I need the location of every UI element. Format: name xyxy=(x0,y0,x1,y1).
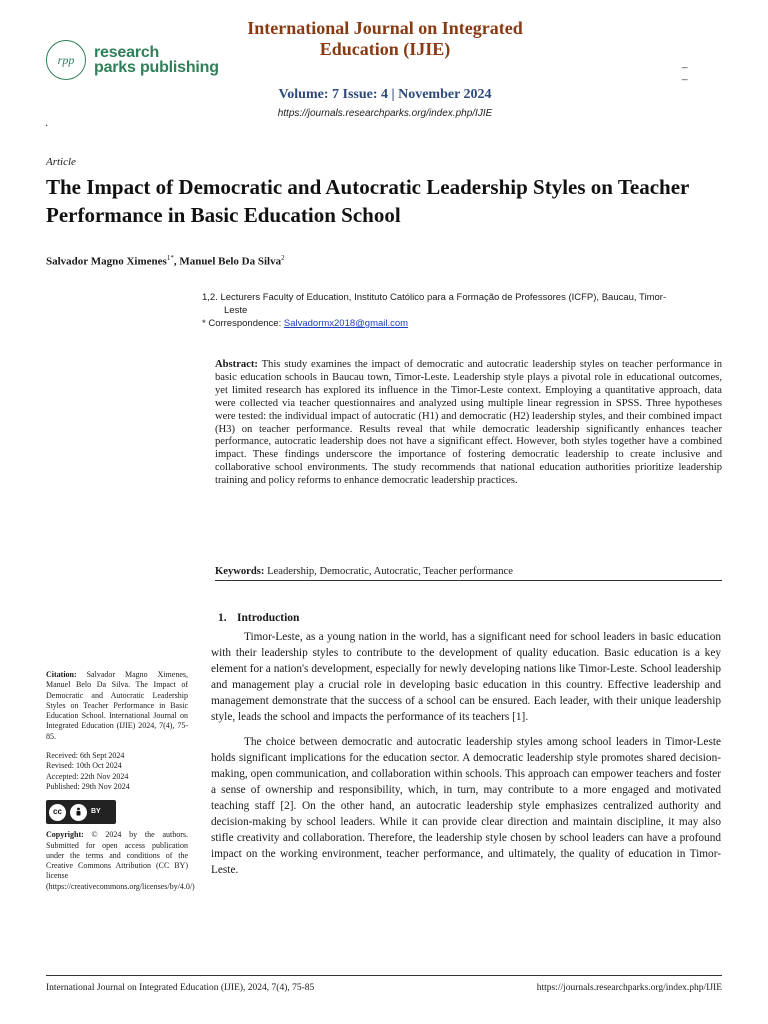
section-title: Introduction xyxy=(237,612,300,624)
copyright xyxy=(46,830,195,892)
revised-date: Revised: 10th Oct 2024 xyxy=(46,761,122,771)
copyright-text: © 2024 by the authors. Submitted for open access publication under the terms and conditions of the Creative Commons Attribution (CC BY) license (https://creativecommons.org/licenses/by/4.0/) xyxy=(46,830,195,891)
abstract-text: This study examines the impact of democratic and autocratic leadership styles on teacher performance in basic education schools in Baucau town, Timor-Leste. Leadership style plays a pivotal role in educational outcomes, yet limited research has explored its influence in the Timor-Leste context. Employing a quantitative approach, data were collected via teacher questionnaires and analyzed using multiple linear regression in SPSS. Three hypotheses were tested: the individual impact of autocratic (H1) and democratic (H2) leadership styles, and their combined impact (H3) on teacher performance. Results reveal that while democratic leadership significantly enhances teacher performance, autocratic leadership does not have a significant effect. However, both styles together have a combined impact. These findings underscore the importance of fostering democratic leadership to create inclusive and collaborative school environments. The study recommends that national education authorities prioritize leadership training and policy reforms to enhance democratic leadership practices. xyxy=(215,359,722,487)
keywords xyxy=(215,566,722,581)
correspondence-label: * Correspondence: xyxy=(202,318,284,329)
author-list xyxy=(46,254,285,268)
paragraph: Timor-Leste, as a young nation in the world, has a significant need for school leaders in basic education with their leadership styles to contribute to the development of quality education. Basic education is a key element for a nation's development, especially for newly developing nations like Timor-Leste. School leadership and management play a crucial role in developing basic education in this country. Effective leadership and management demonstrate that the success of a school can be ensured. Each leader, with their unique leadership style, leads the school and impacts the performance of its teachers [1]. xyxy=(211,631,721,724)
citation-label: Citation: xyxy=(46,670,77,679)
header-dot: . xyxy=(45,118,49,129)
sidebar xyxy=(46,670,195,892)
paragraph: The choice between democratic and autocratic leadership styles among school leaders in Timor-Leste holds significant implications for the education sector. A democratic leadership style promotes shared decision-making, open communication, and collaboration within schools. This approach can empower teachers and foster a sense of ownership and responsibility, which, in turn, may contribute to a more engaged and motivated teaching staff [2]. On the other hand, an autocratic leadership style emphasizes centralized authority and decision-making by school leaders. While it can provide clear direction and maintain discipline, it may also stifle creativity and collaboration. Therefore, the leadership style chosen by school leaders can have a profound impact on the working environment, teacher performance, and ultimately, the quality of education in Timor-Leste. xyxy=(211,735,721,877)
cc-by-license-badge[interactable] xyxy=(46,800,116,824)
publisher-name-line1: research xyxy=(94,44,160,61)
paper-title: The Impact of Democratic and Autocratic Leadership Styles on Teacher Performance in Basic Education School xyxy=(46,175,689,227)
body-text xyxy=(211,629,721,886)
attribution-icon xyxy=(70,804,87,821)
keywords-text: Leadership, Democratic, Autocratic, Teacher performance xyxy=(264,566,513,577)
header-dash: _ xyxy=(682,58,688,69)
footer-divider xyxy=(46,975,722,976)
rpp-logo-icon: rpp xyxy=(46,40,86,80)
citation-text: Salvador Magno Ximenes, Manuel Belo Da Silva. The Impact of Democratic and Autocratic Leadership Styles on Teacher Performance in Basic Education School. International Journal on Integrated Education (IJIE) 2024, 7(4), 75-85. xyxy=(46,670,188,741)
abstract xyxy=(215,359,722,488)
correspondence xyxy=(202,318,408,329)
footer-url[interactable]: https://journals.researchparks.org/index.php/IJIE xyxy=(536,983,722,993)
abstract-label: Abstract: xyxy=(215,359,258,370)
publisher-name xyxy=(94,45,219,75)
publisher-logo xyxy=(46,40,219,80)
cc-icon: cc xyxy=(49,804,66,821)
copyright-label: Copyright: xyxy=(46,830,84,840)
citation xyxy=(46,670,188,742)
footer-citation: International Journal on Integrated Education (IJIE), 2024, 7(4), 75-85 xyxy=(46,983,315,993)
publisher-name-line2: parks publishing xyxy=(94,59,219,76)
journal-url[interactable]: https://journals.researchparks.org/index.php/IJIE xyxy=(277,108,493,119)
keywords-label: Keywords: xyxy=(215,566,265,577)
received-date: Received: 6th Sept 2024 xyxy=(46,751,125,761)
affiliation-line: Leste xyxy=(224,305,248,316)
published-date: Published: 29th Nov 2024 xyxy=(46,781,130,791)
correspondence-email-link[interactable]: Salvadormx2018@gmail.com xyxy=(283,318,409,329)
person-icon xyxy=(73,807,84,818)
section-number: 1. xyxy=(218,612,227,624)
author-name: Salvador Magno Ximenes xyxy=(46,255,167,268)
volume-issue: Volume: 7 Issue: 4 | November 2024 xyxy=(278,87,492,102)
author-superscript: 2 xyxy=(281,254,285,262)
author-superscript: 1* xyxy=(166,254,174,262)
accepted-date: Accepted: 22th Nov 2024 xyxy=(46,771,129,781)
journal-title: International Journal on Integrated Education (IJIE) xyxy=(247,18,523,59)
header-dash: _ xyxy=(682,70,688,81)
author-separator: , xyxy=(173,255,180,268)
by-label: BY xyxy=(91,808,101,816)
section-heading xyxy=(218,612,299,624)
affiliation-line: 1,2. Lecturers Faculty of Education, Instituto Católico para a Formação de Professores (ICFP), Baucau, Timor- xyxy=(202,292,667,303)
affiliation xyxy=(202,291,712,317)
article-type: Article xyxy=(46,156,76,168)
author-name: Manuel Belo Da Silva xyxy=(179,255,282,268)
